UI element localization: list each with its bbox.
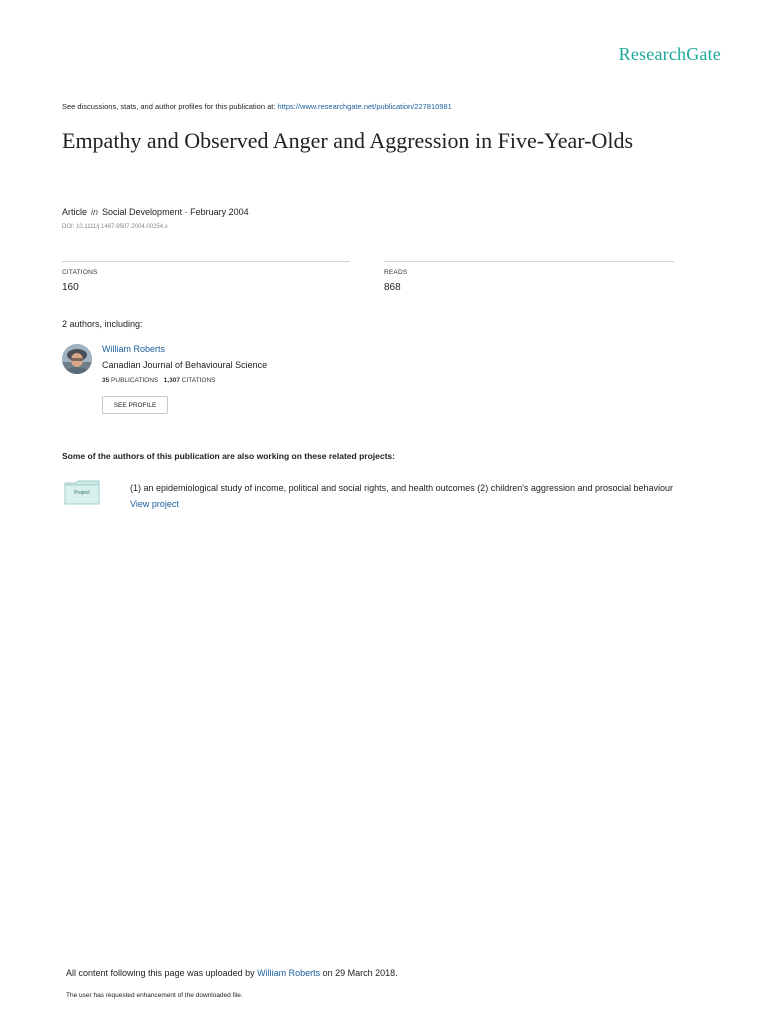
authors-heading: 2 authors, including: bbox=[62, 319, 143, 329]
author-avatar[interactable] bbox=[62, 344, 92, 374]
author-citations-label: CITATIONS bbox=[181, 377, 216, 384]
publications-label: PUBLICATIONS bbox=[111, 377, 159, 384]
researchgate-logo[interactable]: ResearchGate bbox=[618, 44, 721, 64]
avatar-photo-icon bbox=[62, 344, 92, 374]
reads-value: 868 bbox=[384, 282, 401, 293]
citations-divider bbox=[62, 261, 350, 262]
author-name-link[interactable]: William Roberts bbox=[102, 344, 166, 354]
article-doi: DOI: 10.1111/j.1467-9507.2004.00254.x bbox=[62, 224, 168, 230]
author-citations-count: 1,307 bbox=[163, 377, 180, 384]
journal-date: Social Development · February 2004 bbox=[102, 207, 249, 217]
article-type: Article bbox=[62, 207, 88, 217]
discussion-line bbox=[62, 102, 452, 111]
project-text: (1) an epidemiological study of income, political and social rights, and health outcomes (2) children's aggression and prosocial behaviour bbox=[130, 483, 674, 493]
article-meta bbox=[62, 207, 249, 217]
view-project-link[interactable]: View project bbox=[130, 499, 179, 509]
publication-link[interactable]: https://www.researchgate.net/publication/227810981 bbox=[277, 102, 452, 111]
reads-divider bbox=[384, 261, 674, 262]
see-profile-button[interactable]: SEE PROFILE bbox=[102, 396, 168, 414]
project-description bbox=[130, 480, 675, 512]
project-icon[interactable] bbox=[64, 479, 100, 505]
project-icon-label: Project bbox=[74, 490, 90, 496]
author-stats bbox=[102, 377, 215, 384]
publications-count: 35 bbox=[102, 377, 110, 384]
upload-suffix: on 29 March 2018. bbox=[320, 968, 398, 978]
article-title: Empathy and Observed Anger and Aggression in Five-Year-Olds bbox=[62, 128, 634, 153]
uploader-link[interactable]: William Roberts bbox=[257, 968, 321, 978]
citations-value: 160 bbox=[62, 282, 79, 293]
reads-label: READS bbox=[384, 269, 408, 276]
related-projects-heading: Some of the authors of this publication are also working on these related projects: bbox=[62, 451, 395, 461]
author-institution: Canadian Journal of Behavioural Science bbox=[102, 360, 268, 370]
upload-prefix: All content following this page was uploaded by bbox=[66, 968, 258, 978]
in-word: in bbox=[91, 207, 99, 217]
enhancement-note: The user has requested enhancement of the downloaded file. bbox=[66, 992, 243, 999]
upload-info bbox=[66, 968, 398, 978]
discussion-text: See discussions, stats, and author profiles for this publication at: bbox=[62, 102, 278, 111]
citations-label: CITATIONS bbox=[62, 269, 98, 276]
